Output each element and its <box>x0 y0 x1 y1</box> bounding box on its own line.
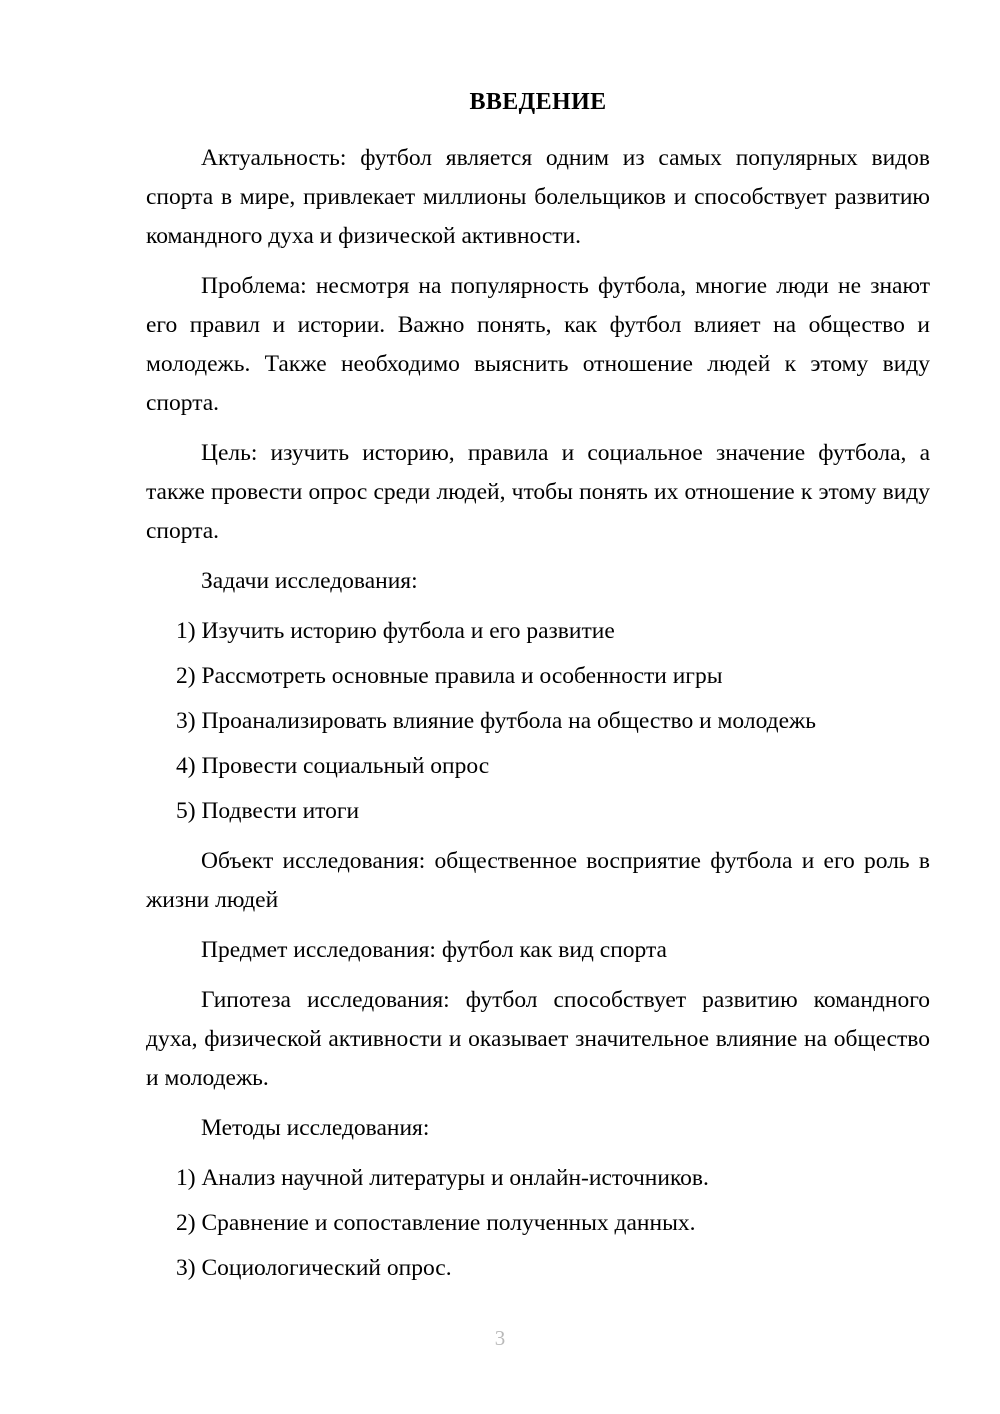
page-number: 3 <box>494 1326 506 1350</box>
tasks-list <box>146 612 930 831</box>
list-item: 3) Социологический опрос. <box>176 1254 452 1281</box>
list-item: 3) Проанализировать влияние футбола на общество и молодежь <box>176 707 817 734</box>
list-item: 1) Изучить историю футбола и его развитие <box>176 617 615 644</box>
paragraph-problem: Проблема: несмотря на популярность футбола, многие люди не знают его правил и истории. Важно понять, как футбол влияет на общество и молодежь. Также необходимо выяснить отношение людей к этому виду спорта. <box>146 272 930 416</box>
paragraph-goal: Цель: изучить историю, правила и социальное значение футбола, а также провести опрос среди людей, чтобы понять их отношение к этому виду спорта. <box>146 439 930 544</box>
heading-methods: Методы исследования: <box>201 1114 430 1141</box>
list-item: 2) Рассмотреть основные правила и особенности игры <box>176 662 723 689</box>
methods-list <box>146 1159 930 1288</box>
paragraph-subject: Предмет исследования: футбол как вид спорта <box>201 936 667 963</box>
list-item: 2) Сравнение и сопоставление полученных данных. <box>176 1209 696 1236</box>
paragraph-relevance: Актуальность: футбол является одним из самых популярных видов спорта в мире, привлекает миллионы болельщиков и способствует развитию командного духа и физической активности. <box>146 144 930 249</box>
paragraph-hypothesis: Гипотеза исследования: футбол способствует развитию командного духа, физической активности и оказывает значительное влияние на общество и молодежь. <box>146 986 930 1091</box>
list-item: 4) Провести социальный опрос <box>176 752 490 779</box>
document-body <box>146 88 930 1299</box>
page-title: ВВЕДЕНИЕ <box>469 89 607 115</box>
list-item: 5) Подвести итоги <box>176 797 360 824</box>
list-item: 1) Анализ научной литературы и онлайн-источников. <box>176 1164 709 1191</box>
paragraph-object: Объект исследования: общественное восприятие футбола и его роль в жизни людей <box>146 847 930 913</box>
heading-tasks: Задачи исследования: <box>201 567 418 594</box>
